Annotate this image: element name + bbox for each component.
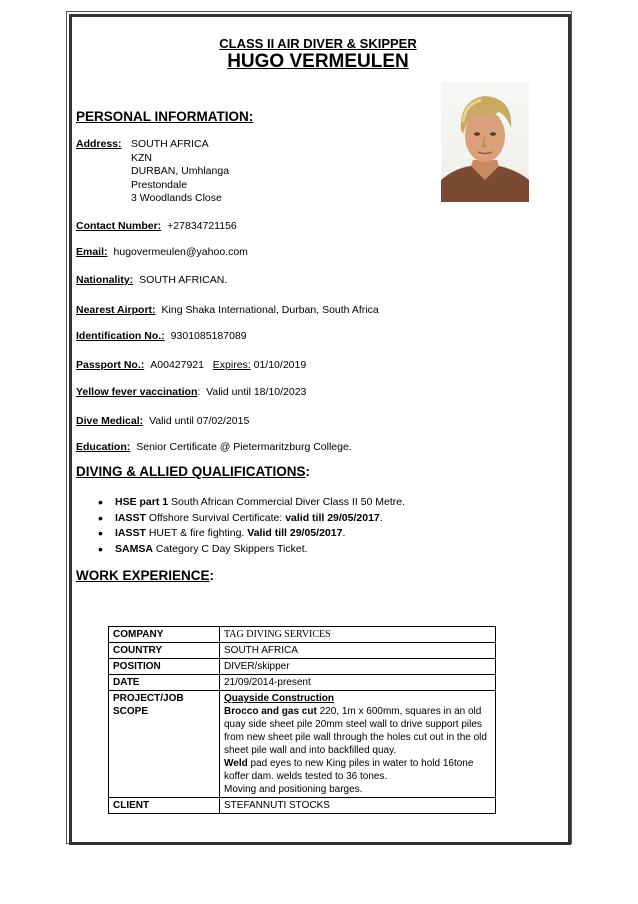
project-last-text: Moving and positioning barges.: [224, 784, 363, 795]
airport-label: Nearest Airport:: [76, 304, 156, 316]
table-row: [109, 798, 496, 814]
dive-medical-row: [76, 415, 249, 427]
nationality-label: Nationality:: [76, 274, 134, 286]
yellow-fever-value: Valid until 18/10/2023: [206, 386, 307, 398]
address-line: KZN: [131, 151, 152, 164]
qualifications-heading: DIVING & ALLIED QUALIFICATIONS:: [76, 464, 310, 479]
education-row: [76, 441, 352, 453]
position-label: POSITION: [109, 659, 220, 675]
yellow-fever-row: Yellow fever vaccination: Valid until 18/10/2023: [76, 386, 307, 398]
table-row: [109, 627, 496, 643]
project-description: [220, 691, 496, 798]
table-row: [109, 643, 496, 659]
candidate-name: HUGO VERMEULEN: [227, 51, 409, 72]
identification-value: 9301085187089: [170, 330, 247, 342]
email-label: Email:: [76, 246, 108, 258]
country-label: COUNTRY: [109, 643, 220, 659]
address-block: [131, 138, 229, 206]
address-label: Address:: [76, 138, 122, 150]
identification-row: [76, 330, 247, 342]
education-label: Education:: [76, 441, 131, 453]
contact-value: +27834721156: [167, 220, 237, 232]
country-value: SOUTH AFRICA: [220, 643, 496, 659]
table-row: [109, 691, 496, 798]
list-item: • SAMSA Category C Day Skippers Ticket.: [98, 543, 405, 559]
job-title: CLASS II AIR DIVER & SKIPPER: [219, 36, 417, 51]
email-row: [76, 246, 248, 258]
email-value[interactable]: hugovermeulen@yahoo.com: [113, 246, 248, 258]
identification-label: Identification No.:: [76, 330, 165, 342]
airport-row: [76, 304, 379, 316]
expires-value: 01/10/2019: [253, 359, 307, 371]
project-title: Quayside Construction: [224, 693, 335, 704]
client-value: STEFANNUTI STOCKS: [220, 798, 496, 814]
project-label: PROJECT/JOB SCOPE: [109, 691, 220, 798]
expires-label: Expires:: [212, 359, 251, 371]
contact-row: [76, 220, 237, 232]
work-experience-table: [108, 626, 496, 814]
address-line: DURBAN, Umhlanga: [131, 165, 230, 177]
company-value: TAG DIVING SERVICES: [220, 627, 496, 643]
address-label-row: [76, 138, 128, 150]
project-scope-text: Brocco and gas cut 220, 1m x 600mm, squares in an old quay side sheet pile 20mm steel wall to drive support piles from new sheet pile wall through the holes cut out in the old sheet pile wall and into backfilled quay.: [224, 706, 487, 756]
airport-value: King Shaka International, Durban, South Africa: [161, 304, 379, 316]
project-weld-text: Weld pad eyes to new King piles in water to hold 16tone koffer dam. welds tested to 36 tones.: [224, 758, 474, 782]
education-value: Senior Certificate @ Pietermaritzburg College.: [136, 441, 352, 453]
address-line: Prestondale: [131, 178, 188, 191]
table-row: [109, 675, 496, 691]
date-label: DATE: [109, 675, 220, 691]
address-line: 3 Woodlands Close: [131, 192, 222, 204]
qualifications-list: [98, 496, 405, 558]
work-experience-heading: WORK EXPERIENCE:: [76, 568, 215, 583]
table-row: [109, 659, 496, 675]
list-item: • IASST Offshore Survival Certificate: valid till 29/05/2017.: [98, 512, 405, 528]
client-label: CLIENT: [109, 798, 220, 814]
date-value: 21/09/2014-present: [220, 675, 496, 691]
personal-info-heading: PERSONAL INFORMATION:: [76, 109, 254, 124]
passport-value: A00427921: [150, 359, 204, 371]
nationality-row: [76, 274, 227, 286]
passport-label: Passport No.:: [76, 359, 145, 371]
yellow-fever-label: Yellow fever vaccination: [76, 386, 198, 398]
dive-medical-label: Dive Medical:: [76, 415, 144, 427]
nationality-value: SOUTH AFRICAN.: [139, 274, 228, 286]
passport-row: [76, 359, 306, 371]
list-item: • IASST HUET & fire fighting. Valid till 29/05/2017.: [98, 527, 405, 543]
address-line: SOUTH AFRICA: [131, 138, 209, 150]
profile-photo: [441, 82, 529, 202]
position-value: DIVER/skipper: [220, 659, 496, 675]
dive-medical-value: Valid until 07/02/2015: [149, 415, 250, 427]
contact-label: Contact Number:: [76, 220, 162, 232]
list-item: • HSE part 1 South African Commercial Diver Class II 50 Metre.: [98, 496, 405, 512]
company-label: COMPANY: [109, 627, 220, 643]
